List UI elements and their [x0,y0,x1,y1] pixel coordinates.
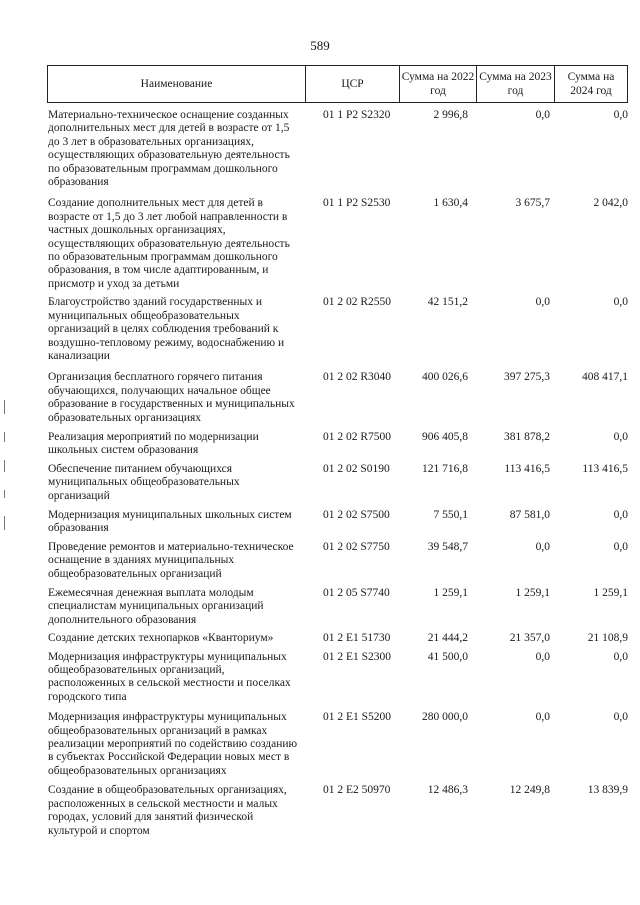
row-sum-2024: 0,0 [613,711,628,724]
row-name: Ежемесячная денежная выплата молодым специалистам муниципальных организаций дополнительного образования [48,587,264,626]
row-sum-2023: 397 275,3 [504,371,550,384]
row-sum-2022: 42 151,2 [427,296,468,309]
column-header-csr: ЦСР [305,66,399,102]
row-sum-2023: 0,0 [535,650,550,663]
column-header-sum-2023: Сумма на 2023 год [476,66,554,102]
table-row [47,431,637,458]
row-sum-2022: 39 548,7 [427,540,468,553]
row-name: Создание детских технопарков «Кванториум» [48,632,274,645]
row-sum-2022: 400 026,6 [422,371,468,384]
table-row [47,651,637,705]
row-name: Модернизация инфраструктуры муниципальных общеобразовательных организаций, расположенных в сельской местности и поселках городского типа [48,650,291,703]
row-csr: 01 2 E1 S2300 [323,650,392,663]
column-header-sum-2022: Сумма на 2022 год [399,66,476,102]
row-name: Организация бесплатного горячего питания обучающихся, получающих начальное общее образование в государственных и муниципальных образовательных организациях [48,371,295,424]
row-sum-2023: 12 249,8 [509,784,550,797]
row-sum-2024: 0,0 [613,296,628,309]
row-sum-2024: 0,0 [613,109,628,121]
row-sum-2024: 0,0 [613,540,628,553]
row-name: Обеспечение питанием обучающихся муниципальных общеобразовательных организаций [48,462,240,502]
row-sum-2023: 381 878,2 [504,430,550,443]
row-sum-2024: 21 108,9 [587,632,628,645]
row-name: Создание дополнительных мест для детей в возрасте от 1,5 до 3 лет любой направленности в частных дошкольных организациях, осуществляющих образовательную деятельность по образовательным программам дошкольного образования, в том числе адаптированным, и присмотр и уход за детьми [48,197,290,290]
row-sum-2022: 21 444,2 [427,632,468,645]
row-sum-2023: 0,0 [535,109,550,121]
row-csr: 01 2 02 S7750 [323,540,390,553]
row-sum-2023: 3 675,7 [515,197,550,210]
row-sum-2023: 21 357,0 [509,632,550,645]
column-header-name: Наименование [140,78,213,90]
row-csr: 01 2 E1 S5200 [323,711,392,724]
row-csr: 01 1 P2 S2530 [323,197,391,210]
row-sum-2023: 0,0 [535,711,550,724]
row-sum-2022: 41 500,0 [427,650,468,663]
table-row [47,711,637,778]
table-row [47,541,637,581]
row-csr: 01 2 02 R3040 [323,371,392,384]
row-sum-2024: 0,0 [613,650,628,663]
table-row [47,296,637,363]
row-csr: 01 2 02 R2550 [323,296,392,309]
row-csr: 01 1 P2 S2320 [323,109,391,121]
row-sum-2022: 121 716,8 [422,462,468,475]
row-name: Модернизация муниципальных школьных систем образования [48,508,292,535]
row-csr: 01 2 E2 50970 [323,784,391,797]
table-row [47,509,637,536]
table-header [47,65,628,103]
row-csr: 01 2 02 R7500 [323,430,392,443]
row-sum-2024: 2 042,0 [593,197,628,210]
row-sum-2024: 1 259,1 [593,587,628,599]
scan-margin-marks [4,400,6,548]
row-sum-2024: 0,0 [613,430,628,443]
row-sum-2022: 1 630,4 [433,197,468,210]
row-sum-2024: 408 417,1 [582,371,628,384]
table-row [47,587,637,627]
row-csr: 01 2 E1 51730 [323,632,391,645]
row-name: Создание в общеобразовательных организациях, расположенных в сельской местности и малых городах, условий для занятий физической культурой и спортом [48,784,287,837]
row-sum-2022: 12 486,3 [427,784,468,797]
row-name: Материально-техническое оснащение созданных дополнительных мест для детей в возрасте от 1,5 до 3 лет в образовательных организациях, осуществляющих образовательную деятельность по образовательным программам дошкольного образования [48,109,290,189]
table-body [47,109,637,838]
table-row [47,109,637,189]
row-csr: 01 2 05 S7740 [323,587,390,599]
row-name: Благоустройство зданий государственных и муниципальных общеобразовательных организаций в целях соблюдения требований к воздушно-тепловому режиму, водоснабжению и канализации [48,296,285,362]
row-csr: 01 2 02 S0190 [323,462,390,475]
row-sum-2022: 280 000,0 [422,711,468,724]
table-row [47,463,637,503]
row-csr: 01 2 02 S7500 [323,508,390,521]
row-sum-2022: 7 550,1 [433,508,468,521]
row-sum-2024: 113 416,5 [582,462,628,475]
row-sum-2023: 0,0 [535,540,550,553]
row-sum-2022: 2 996,8 [433,109,468,121]
table-row [47,632,637,645]
table-row [47,371,637,425]
table-row [47,197,637,291]
row-sum-2023: 113 416,5 [504,462,550,475]
row-sum-2023: 1 259,1 [515,587,550,599]
row-sum-2024: 0,0 [613,508,628,521]
page-number: 589 [310,38,330,53]
row-sum-2022: 906 405,8 [422,430,468,443]
row-name: Реализация мероприятий по модернизации школьных систем образования [48,430,259,457]
table-row [47,784,637,838]
row-sum-2024: 13 839,9 [587,784,628,797]
row-name: Проведение ремонтов и материально-техническое оснащение в зданиях муниципальных общеобразовательных организаций [48,540,294,580]
row-sum-2023: 0,0 [535,296,550,309]
row-sum-2023: 87 581,0 [509,508,550,521]
column-header-sum-2024: Сумма на 2024 год [554,66,627,102]
row-sum-2022: 1 259,1 [433,587,468,599]
row-name: Модернизация инфраструктуры муниципальных общеобразовательных организаций в рамках реализации мероприятий по содействию созданию в субъектах Российской Федерации новых мест в общеобразовательных организациях [48,711,298,777]
